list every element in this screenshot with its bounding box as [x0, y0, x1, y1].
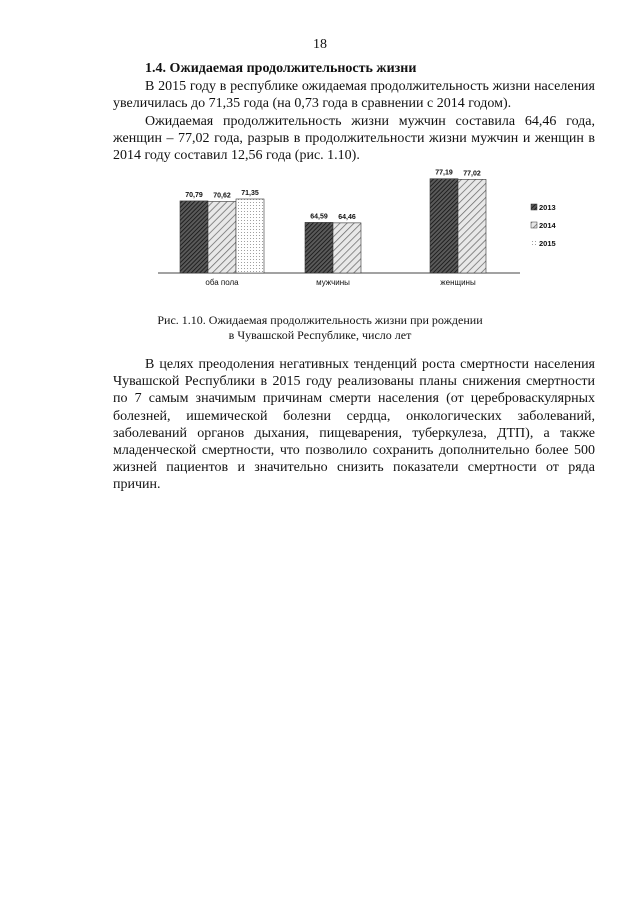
- paragraph-1: [113, 78, 595, 112]
- caption-line-1: Рис. 1.10. Ожидаемая продолжительность жизни при рождении: [157, 313, 483, 327]
- category-label-1: мужчины: [316, 278, 350, 287]
- bar-2013-2: [430, 179, 458, 273]
- legend-swatch-2014: [531, 222, 537, 228]
- legend-label-2013: 2013: [539, 203, 556, 212]
- paragraph-3-text: В целях преодоления негативных тенденций роста смертности населения Чувашской Республики в 2015 году реализованы планы снижения смертности по 7 самым значимым причинам смерти населения (от цереброваскулярных болезней, ишемической болезни сердца, онкологических заболеваний, заболеваний органов дыхания, пищеварения, туберкулеза, ДТП), а также младенческой смертности, что позволило сохранить дополнительно более 500 жизней пациентов и значительно снизить показатели смертности от ряда причин.: [113, 357, 595, 493]
- caption-line-2: в Чувашской Республике, число лет: [228, 328, 412, 342]
- section-heading: 1.4. Ожидаемая продолжительность жизни: [145, 61, 417, 76]
- data-label-2014-1: 64,46: [338, 213, 356, 221]
- figure-caption: [100, 313, 540, 343]
- data-label-2014-2: 77,02: [463, 170, 481, 178]
- data-label-2013-2: 77,19: [435, 169, 453, 177]
- paragraph-2: [113, 113, 595, 165]
- page-number: 18: [313, 37, 327, 52]
- data-label-2014-0: 70,62: [213, 192, 231, 200]
- bar-2014-2: [458, 179, 486, 273]
- paragraph-1-text: В 2015 году в республике ожидаемая продолжительность жизни населения увеличилась до 71,35 года (на 0,73 года в сравнении с 2014 годом).: [113, 79, 595, 112]
- bar-2013-0: [180, 201, 208, 273]
- paragraph-3: [113, 356, 595, 494]
- bar-2014-0: [208, 202, 236, 273]
- life-expectancy-bar-chart: [150, 165, 580, 305]
- data-label-2013-0: 70,79: [185, 191, 203, 199]
- category-label-0: оба пола: [205, 278, 239, 287]
- data-label-2013-1: 64,59: [310, 213, 328, 221]
- category-label-2: женщины: [440, 278, 476, 287]
- paragraph-2-text: Ожидаемая продолжительность жизни мужчин составила 64,46 года, женщин – 77,02 года, разрыв в продолжительности жизни мужчин и женщин в 2014 году составил 12,56 года (рис. 1.10).: [113, 114, 595, 164]
- legend-label-2015: 2015: [539, 239, 556, 248]
- legend-swatch-2013: [531, 204, 537, 210]
- chart-marks: [180, 170, 557, 287]
- legend-label-2014: 2014: [539, 221, 556, 230]
- bar-2015-0: [236, 199, 264, 273]
- legend-swatch-2015: [531, 240, 537, 246]
- data-label-2015-0: 71,35: [241, 189, 259, 197]
- bar-2013-1: [305, 222, 333, 273]
- bar-2014-1: [333, 223, 361, 273]
